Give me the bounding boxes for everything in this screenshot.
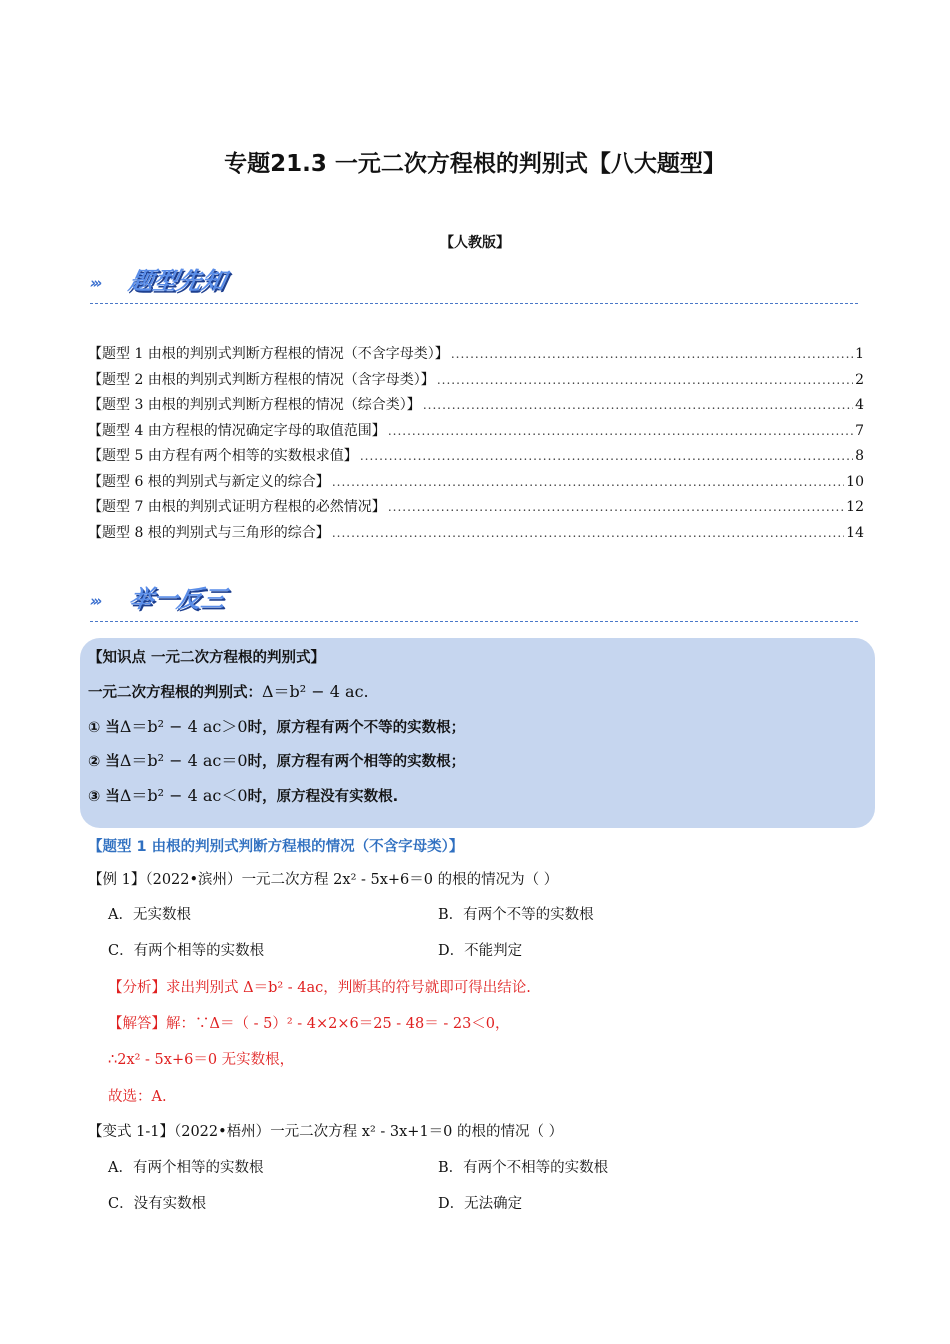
case-suffix: 时，原方程有两个相等的实数根； [247,754,466,770]
type-1-heading: 【题型 1 由根的判别式判断方程根的情况（不含字母类）】 [88,839,464,855]
toc-entry-label: 【题型 4 由方程根的情况确定字母的取值范围】 [88,422,386,439]
toc-leader-dots [332,526,844,540]
toc-entry[interactable] [88,496,864,522]
example-label: 【例 1】 [88,872,146,888]
toc-leader-dots [388,500,844,514]
page-title: 专题21.3 一元二次方程根的判别式【八大题型】 [224,151,726,177]
toc-entry-label: 【题型 2 由根的判别式判断方程根的情况（含字母类）】 [88,371,435,388]
divider [90,303,858,304]
solution-line-1: 【解答】解：∵Δ＝（ - 5）² - 4×2×6＝25 - 48＝ - 23＜0， [108,1016,510,1032]
toc-page-number: 7 [855,422,864,439]
toc-entry-label: 【题型 8 根的判别式与三角形的综合】 [88,524,330,541]
answer-text: 故选：A. [108,1089,167,1105]
toc-page-number: 8 [855,448,864,464]
toc-page-number: 10 [846,473,864,490]
option-d: D．不能判定 [438,943,523,959]
variant-label: 【变式 1-1】 [88,1124,174,1140]
table-of-contents [88,343,864,547]
knowledge-heading: 【知识点 一元二次方程根的判别式】 [88,650,326,666]
toc-leader-dots [423,398,853,412]
section-banner-preview [90,258,858,298]
knowledge-case-3 [88,783,398,806]
option-a: A．无实数根 [108,907,191,923]
divider [90,621,858,622]
banner-title: 题型先知 [126,267,229,295]
toc-entry-label: 【题型 5 由方程有两个相等的实数根求值】 [88,448,358,464]
toc-entry-label: 【题型 3 由根的判别式判断方程根的情况（综合类）】 [88,397,421,413]
toc-entry[interactable] [88,420,864,446]
knowledge-box [80,638,875,828]
option-b: B．有两个不等的实数根 [438,907,594,923]
toc-entry-label: 【题型 1 由根的判别式判断方程根的情况（不含字母类）】 [88,346,449,362]
variant-source: （2022•梧州） [173,1124,271,1140]
knowledge-case-2 [88,748,465,771]
toc-page-number: 4 [855,397,864,413]
arrows-icon: ››› [90,274,100,292]
option-d: D．无法确定 [438,1196,523,1212]
section-banner-practice [90,576,858,616]
toc-leader-dots [388,424,853,438]
variant-1-1-question [88,1120,563,1141]
case-suffix: 时，原方程有两个不等的实数根； [247,720,466,736]
edition-label: 【人教版】 [440,235,510,251]
toc-page-number: 14 [846,524,864,541]
toc-leader-dots [332,475,844,489]
knowledge-definition [88,679,369,702]
toc-entry[interactable] [88,471,864,497]
toc-page-number: 2 [855,371,864,388]
solution-line-2: ∴2x² - 5x+6＝0 无实数根， [108,1052,295,1068]
definition-math: Δ＝b² − 4 ac. [262,682,369,701]
case-prefix: ② 当 [88,754,120,770]
toc-entry-label: 【题型 6 根的判别式与新定义的综合】 [88,473,330,490]
toc-entry[interactable] [88,522,864,548]
case-suffix: 时，原方程没有实数根. [247,789,399,805]
toc-entry[interactable] [88,445,864,471]
knowledge-case-1 [88,714,465,737]
analysis-text: 【分析】求出判别式 Δ＝b² - 4ac，判断其的符号就即可得出结论. [108,980,531,996]
toc-leader-dots [360,449,853,463]
case-prefix: ③ 当 [88,789,120,805]
toc-entry-label: 【题型 7 由根的判别式证明方程根的必然情况】 [88,499,386,515]
example-source: （2022•滨州） [145,872,242,888]
toc-page-number: 1 [855,346,864,362]
case-math: Δ＝b² − 4 ac＝0 [119,751,248,770]
option-c: C．有两个相等的实数根 [108,943,265,959]
option-c: C．没有实数根 [108,1196,207,1212]
example-question-text: 一元二次方程 2x² - 5x+6＝0 的根的情况为（ ） [241,872,559,888]
case-prefix: ① 当 [88,720,120,736]
case-math: Δ＝b² − 4 ac＜0 [119,786,248,805]
option-b: B．有两个不相等的实数根 [438,1160,609,1176]
variant-question-text: 一元二次方程 x² - 3x+1＝0 的根的情况（ ） [270,1124,564,1140]
option-a: A．有两个相等的实数根 [108,1160,264,1176]
toc-entry[interactable] [88,343,864,369]
case-math: Δ＝b² − 4 ac＞0 [119,717,248,736]
definition-prefix: 一元二次方程根的判别式： [88,685,262,701]
arrows-icon: ››› [90,592,100,610]
toc-entry[interactable] [88,394,864,420]
toc-entry[interactable] [88,369,864,395]
banner-title: 举一反三 [126,585,229,613]
example-1-question [88,868,558,889]
toc-leader-dots [437,373,853,387]
toc-page-number: 12 [846,499,864,515]
toc-leader-dots [451,347,853,361]
